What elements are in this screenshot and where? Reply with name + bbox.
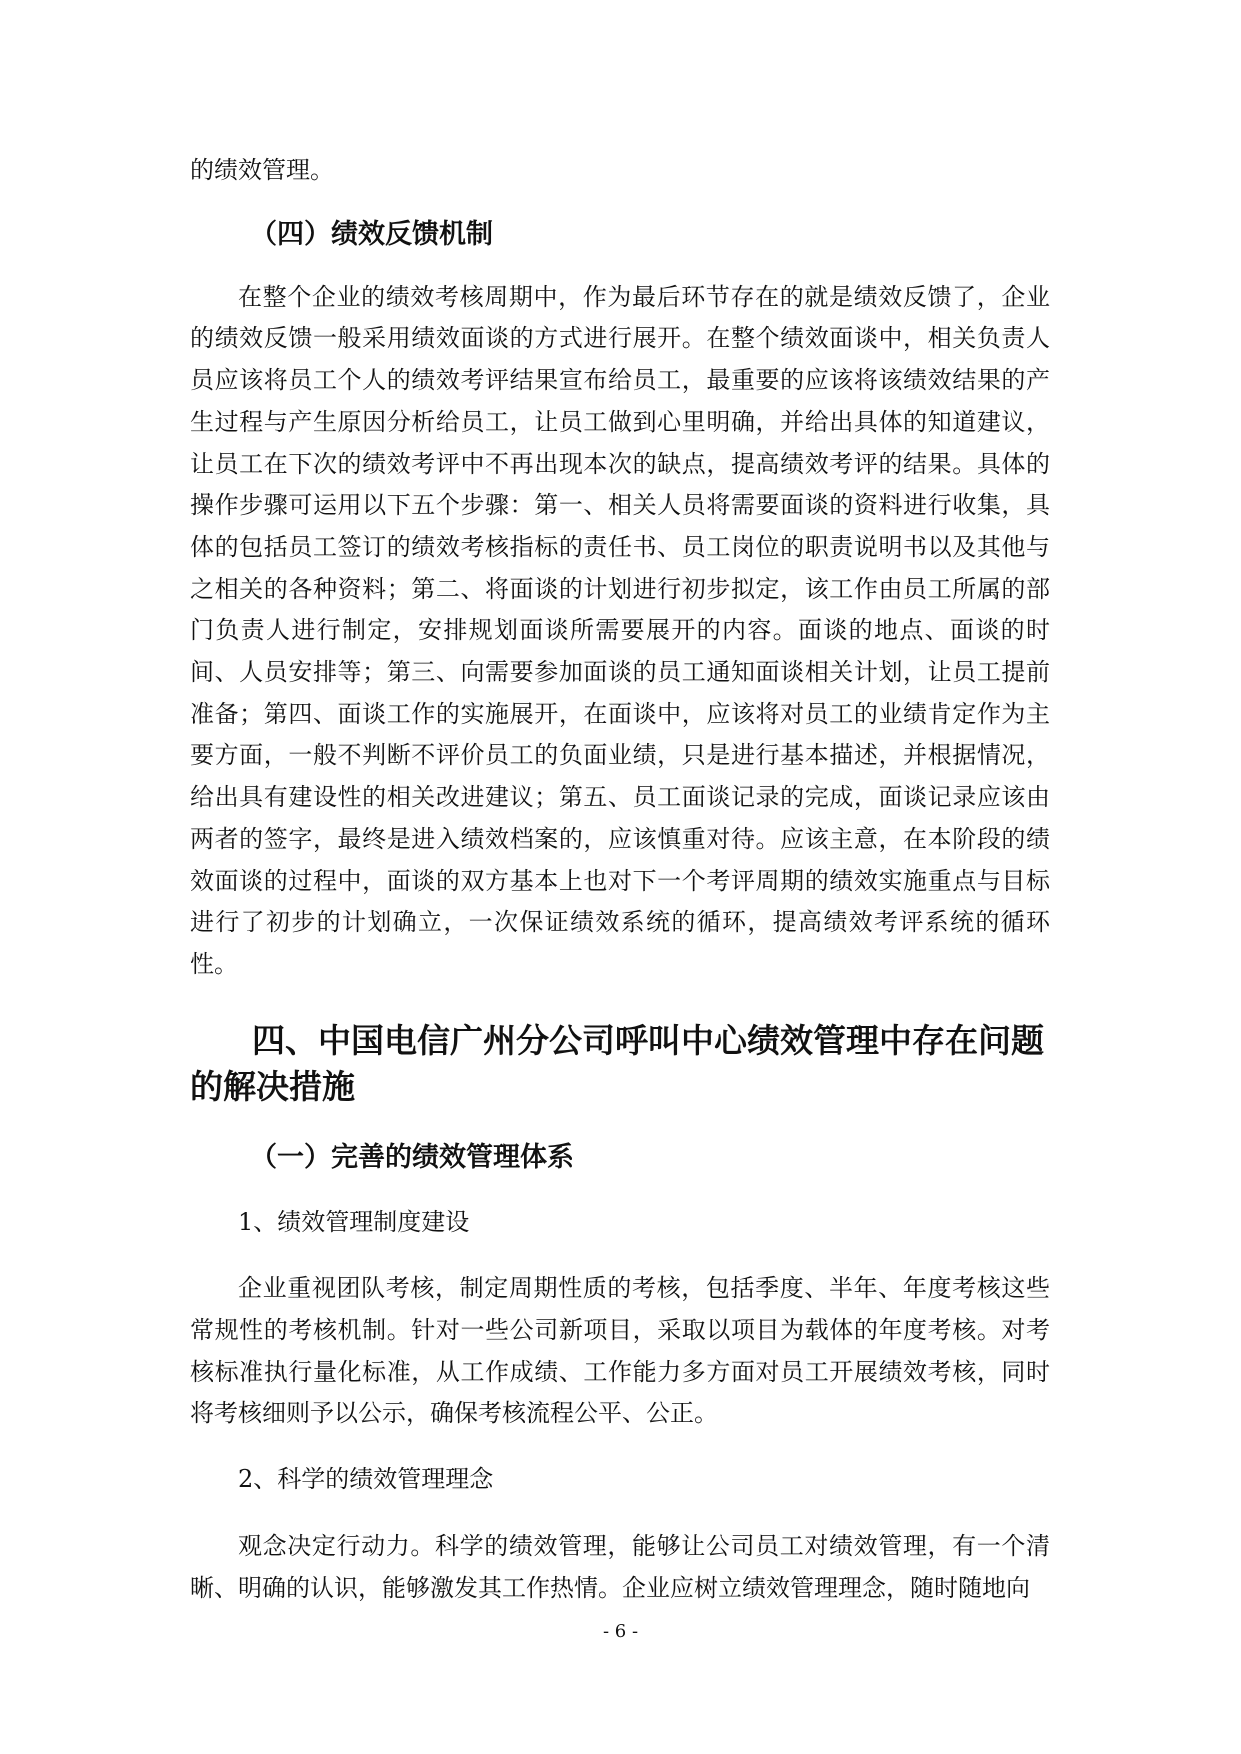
item-title-management-concept: 2、科学的绩效管理理念	[238, 1465, 494, 1494]
chapter-heading: 四、中国电信广州分公司呼叫中心绩效管理中存在问题的解决措施	[190, 1020, 1044, 1106]
body-paragraph-feedback: 在整个企业的绩效考核周期中，作为最后环节存在的就是绩效反馈了，企业的绩效反馈一般采用绩效面谈的方式进行展开。在整个绩效面谈中，相关负责人员应该将员工个人的绩效考评结果宣布给员工，最重要的应该将该绩效结果的产生过程与产生原因分析给员工，让员工做到心里明确，并给出具体的知道建议，让员工在下次的绩效考评中不再出现本次的缺点，提高绩效考评的结果。具体的操作步骤可运用以下五个步骤：第一、相关人员将需要面谈的资料进行收集，具体的包括员工签订的绩效考核指标的责任书、员工岗位的职责说明书以及其他与之相关的各种资料；第二、将面谈的计划进行初步拟定，该工作由员工所属的部门负责人进行制定，安排规划面谈所需要展开的内容。面谈的地点、面谈的时间、人员安排等；第三、向需要参加面谈的员工通知面谈相关计划，让员工提前准备；第四、面谈工作的实施展开，在面谈中，应该将对员工的业绩肯定作为主要方面，一般不判断不评价员工的负面业绩，只是进行基本描述，并根据情况，给出具有建设性的相关改进建议；第五、员工面谈记录的完成，面谈记录应该由两者的签字，最终是进入绩效档案的，应该慎重对待。应该主意，在本阶段的绩效面谈的过程中，面谈的双方基本上也对下一个考评周期的绩效实施重点与目标进行了初步的计划确立，一次保证绩效系统的循环，提高绩效考评系统的循环性。	[190, 282, 1050, 978]
continuation-text: 的绩效管理。	[190, 156, 334, 184]
section-heading-system: （一）完善的绩效管理体系	[250, 1141, 574, 1173]
body-paragraph-management-concept: 观念决定行动力。科学的绩效管理，能够让公司员工对绩效管理，有一个清晰、明确的认识，能够激发其工作热情。企业应树立绩效管理理念，随时随地向	[190, 1531, 1050, 1602]
section-heading-feedback: （四）绩效反馈机制	[250, 218, 493, 250]
body-paragraph-system-building: 企业重视团队考核，制定周期性质的考核，包括季度、半年、年度考核这些常规性的考核机制。针对一些公司新项目，采取以项目为载体的年度考核。对考核标准执行量化标准，从工作成绩、工作能力多方面对员工开展绩效考核，同时将考核细则予以公示，确保考核流程公平、公正。	[190, 1274, 1050, 1428]
page-content	[190, 150, 1050, 1609]
page-number: - 6 -	[602, 1621, 639, 1642]
item-title-system-building: 1、绩效管理制度建设	[238, 1207, 470, 1236]
